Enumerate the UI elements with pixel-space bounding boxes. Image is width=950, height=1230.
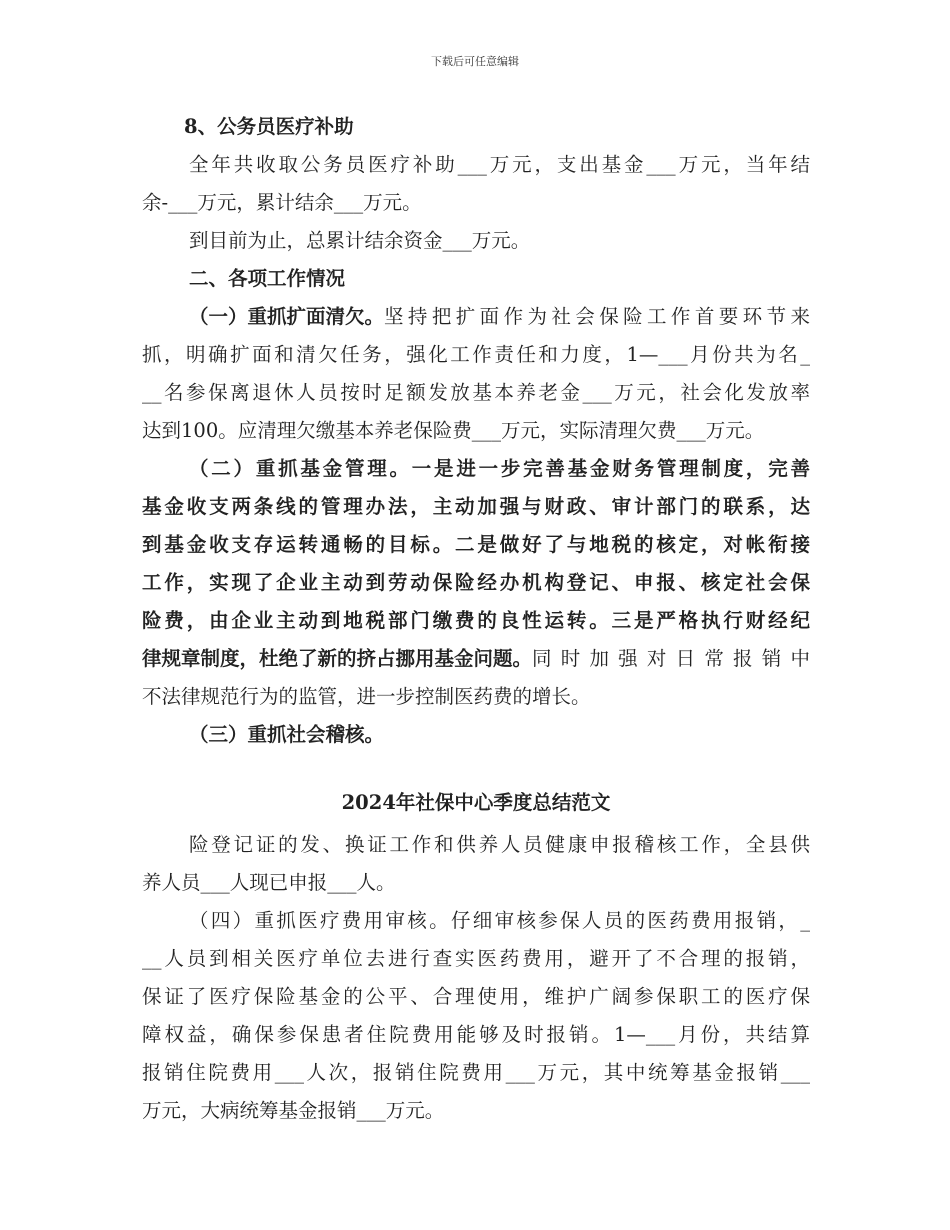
- paragraph-line-bold: 工作，实现了企业主动到劳动保险经办机构登记、申报、核定社会保: [142, 571, 810, 594]
- subheading-expansion: （一）重抓扩面清欠。: [189, 305, 385, 328]
- paragraph-line-bold: （二）重抓基金管理。一是进一步完善基金财务管理制度，完善: [189, 457, 810, 480]
- page-header: 下载后可任意编辑: [431, 55, 519, 68]
- paragraph-text: 坚持把扩面作为社会保险工作首要环节来: [384, 305, 810, 328]
- paragraph-line: 报销住院费用___人次，报销住院费用___万元，其中统筹基金报销___: [142, 1061, 810, 1084]
- paragraph-line: 障权益，确保参保患者住院费用能够及时报销。1—___月份，共结算: [142, 1023, 810, 1046]
- heading-work-status: 二、各项工作情况: [189, 267, 346, 290]
- paragraph-line-bold: 到基金收支存运转通畅的目标。二是做好了与地税的核定，对帐衔接: [142, 533, 810, 556]
- paragraph-line-bold: 险费，由企业主动到地税部门缴费的良性运转。三是严格执行财经纪: [142, 609, 810, 632]
- section-title: 2024年社保中心季度总结范文: [341, 791, 611, 814]
- paragraph-line: 余-___万元，累计结余___万元。: [142, 191, 422, 214]
- paragraph-text: 同时加强对日常报销中: [532, 647, 810, 670]
- paragraph-line: 达到100。应清理欠缴基本养老保险费___万元，实际清理欠费___万元。: [142, 419, 765, 442]
- paragraph-line: 险登记证的发、换证工作和供养人员健康申报稽核工作，全县供: [189, 833, 810, 856]
- paragraph-line: 万元，大病统筹基金报销___万元。: [142, 1099, 445, 1122]
- paragraph-line: [142, 640, 810, 678]
- subheading-audit: （三）重抓社会稽核。: [189, 723, 385, 746]
- paragraph-line-bold: 基金收支两条线的管理办法，主动加强与财政、审计部门的联系，达: [142, 495, 810, 518]
- paragraph-line: 不法律规范行为的监管，进一步控制医药费的增长。: [142, 685, 591, 708]
- paragraph-line: __名参保离退休人员按时足额发放基本养老金___万元，社会化发放率: [142, 381, 810, 404]
- heading-medical-subsidy: 8、公务员医疗补助: [184, 115, 354, 138]
- paragraph-text-bold: 律规章制度，杜绝了新的挤占挪用基金问题。: [142, 647, 533, 670]
- paragraph-line: 到目前为止，总累计结余资金___万元。: [189, 229, 531, 252]
- paragraph-line: （四）重抓医疗费用审核。仔细审核参保人员的医药费用报销，_: [189, 909, 810, 932]
- paragraph-line: 养人员___人现已申报___人。: [142, 871, 396, 894]
- document-body: [142, 108, 810, 1130]
- paragraph-line: 抓，明确扩面和清欠任务，强化工作责任和力度，1—___月份共为名_: [142, 343, 810, 366]
- paragraph-line: __人员到相关医疗单位去进行查实医药费用，避开了不合理的报销，: [142, 947, 810, 970]
- paragraph-line: 全年共收取公务员医疗补助___万元，支出基金___万元，当年结: [189, 153, 810, 176]
- paragraph-line: 保证了医疗保险基金的公平、合理使用，维护广阔参保职工的医疗保: [142, 985, 810, 1008]
- paragraph-line: [142, 298, 810, 336]
